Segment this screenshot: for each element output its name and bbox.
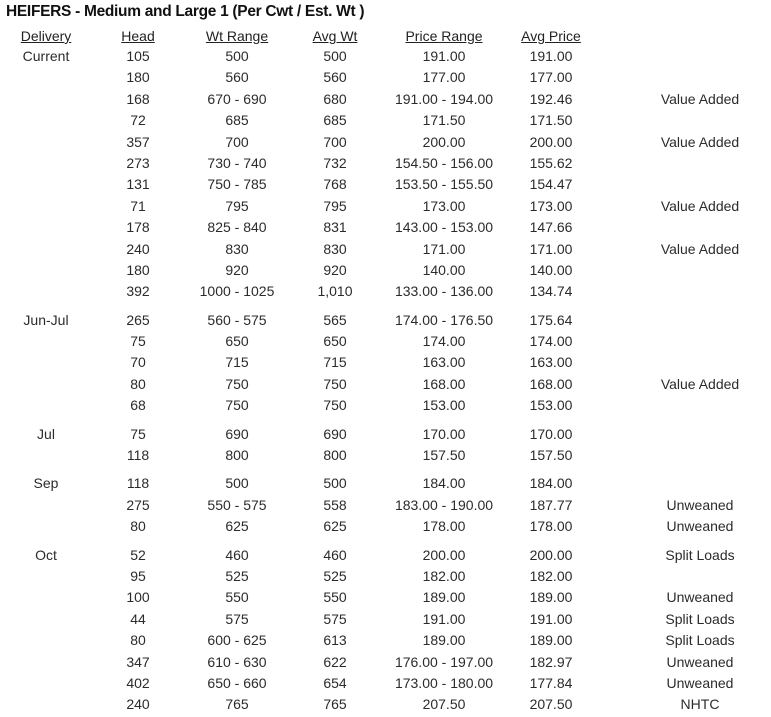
cell-price-range: 182.00: [422, 567, 466, 584]
cell-head: 275: [126, 496, 150, 513]
cell-avg-price: 200.00: [529, 546, 573, 563]
cell-price-range: 183.00 - 190.00: [394, 496, 494, 513]
cell-wt-range: 650 - 660: [207, 674, 267, 691]
table-row: [0, 566, 771, 587]
table-row: [0, 110, 771, 131]
table-row: [0, 374, 771, 395]
cell-avg-price: 174.00: [529, 333, 573, 350]
cell-wt-range: 795: [225, 197, 249, 214]
cell-avg-price: 153.00: [529, 397, 573, 414]
cell-note: Unweaned: [666, 589, 734, 606]
cell-avg-wt: 765: [323, 696, 347, 713]
cell-note: Unweaned: [666, 518, 734, 535]
group-spacer: [0, 417, 771, 424]
cell-head: 95: [130, 567, 146, 584]
cell-delivery: Jun-Jul: [23, 311, 69, 328]
cell-head: 347: [126, 653, 150, 670]
cell-head: 44: [130, 610, 146, 627]
cell-wt-range: 560: [225, 69, 249, 86]
cell-price-range: 153.50 - 155.50: [394, 176, 494, 193]
cell-price-range: 177.00: [422, 69, 466, 86]
header-cell-head: Head: [121, 28, 155, 44]
cell-avg-wt: 500: [323, 475, 347, 492]
cell-wt-range: 920: [225, 261, 249, 278]
cell-avg-wt: 625: [323, 518, 347, 535]
cell-avg-wt: 715: [323, 354, 347, 371]
cell-wt-range: 715: [225, 354, 249, 371]
cell-avg-wt: 690: [323, 425, 347, 442]
cell-avg-price: 192.46: [529, 90, 573, 107]
cell-wt-range: 500: [225, 48, 249, 64]
table-row: [0, 89, 771, 110]
cell-head: 273: [126, 154, 150, 171]
cell-delivery: Current: [22, 48, 70, 64]
cell-note: Value Added: [660, 375, 740, 392]
cell-avg-wt: 768: [323, 176, 347, 193]
table-row: [0, 445, 771, 466]
cell-avg-price: 163.00: [529, 354, 573, 371]
header-cell-delivery: Delivery: [20, 28, 72, 44]
cell-price-range: 170.00: [422, 425, 466, 442]
cell-price-range: 174.00 - 176.50: [394, 311, 494, 328]
table-row: [0, 281, 771, 302]
cell-avg-wt: 654: [323, 674, 347, 691]
header-cell-avg-price: Avg Price: [521, 28, 581, 44]
cell-wt-range: 685: [225, 112, 249, 129]
cell-note: Split Loads: [665, 546, 735, 563]
cell-avg-price: 170.00: [529, 425, 573, 442]
table-row: [0, 587, 771, 608]
cell-avg-wt: 800: [323, 447, 347, 464]
cell-avg-wt: 622: [323, 653, 347, 670]
cell-wt-range: 750: [225, 375, 249, 392]
cell-avg-price: 182.97: [529, 653, 573, 670]
cell-price-range: 200.00: [422, 546, 466, 563]
cell-wt-range: 560 - 575: [207, 311, 267, 328]
cell-avg-price: 184.00: [529, 475, 573, 492]
cell-price-range: 191.00: [422, 610, 466, 627]
cell-head: 168: [126, 90, 150, 107]
cell-avg-price: 178.00: [529, 518, 573, 535]
cell-price-range: 171.00: [422, 240, 466, 257]
cell-avg-wt: 685: [323, 112, 347, 129]
table-header: [0, 26, 771, 46]
cell-price-range: 207.50: [422, 696, 466, 713]
cell-wt-range: 750 - 785: [207, 176, 267, 193]
cell-wt-range: 700: [225, 133, 249, 150]
cell-head: 131: [126, 176, 150, 193]
cell-price-range: 191.00 - 194.00: [394, 90, 494, 107]
table-row: [0, 46, 771, 67]
cell-avg-price: 155.62: [529, 154, 573, 171]
cell-avg-price: 171.50: [529, 112, 573, 129]
cell-wt-range: 670 - 690: [207, 90, 267, 107]
cell-note: Value Added: [660, 133, 740, 150]
cell-head: 180: [126, 261, 150, 278]
cell-wt-range: 765: [225, 696, 249, 713]
cell-head: 68: [130, 397, 146, 414]
cell-price-range: 178.00: [422, 518, 466, 535]
cell-avg-wt: 560: [323, 69, 347, 86]
cell-avg-price: 171.00: [529, 240, 573, 257]
cell-wt-range: 830: [225, 240, 249, 257]
cell-avg-price: 177.84: [529, 674, 573, 691]
cell-price-range: 176.00 - 197.00: [394, 653, 494, 670]
delivery-group: [0, 310, 771, 417]
cell-head: 71: [130, 197, 146, 214]
cell-avg-price: 191.00: [529, 48, 573, 64]
cell-head: 52: [130, 546, 146, 563]
cell-price-range: 189.00: [422, 589, 466, 606]
table-row: [0, 516, 771, 537]
cell-price-range: 173.00: [422, 197, 466, 214]
cell-head: 240: [126, 696, 150, 713]
cell-head: 392: [126, 283, 150, 300]
cell-avg-wt: 460: [323, 546, 347, 563]
cell-avg-wt: 650: [323, 333, 347, 350]
table-row: [0, 473, 771, 494]
cell-wt-range: 690: [225, 425, 249, 442]
cell-avg-price: 207.50: [529, 696, 573, 713]
cell-wt-range: 575: [225, 610, 249, 627]
cell-avg-wt: 920: [323, 261, 347, 278]
cell-note: Unweaned: [666, 674, 734, 691]
cell-avg-price: 140.00: [529, 261, 573, 278]
cell-avg-price: 157.50: [529, 447, 573, 464]
cell-avg-wt: 830: [323, 240, 347, 257]
cell-note: Value Added: [660, 90, 740, 107]
table-body: [0, 46, 771, 716]
cell-avg-wt: 750: [323, 375, 347, 392]
cell-note: NHTC: [680, 696, 720, 713]
cell-avg-wt: 525: [323, 567, 347, 584]
cell-avg-price: 187.77: [529, 496, 573, 513]
table-row: [0, 495, 771, 516]
table-row: [0, 239, 771, 260]
table-row: [0, 352, 771, 373]
cell-wt-range: 650: [225, 333, 249, 350]
cell-avg-wt: 575: [323, 610, 347, 627]
cell-price-range: 173.00 - 180.00: [394, 674, 494, 691]
table-row: [0, 310, 771, 331]
cell-note: Unweaned: [666, 653, 734, 670]
table-row: [0, 174, 771, 195]
cell-note: Unweaned: [666, 496, 734, 513]
cell-avg-price: 154.47: [529, 176, 573, 193]
cell-avg-price: 175.64: [529, 311, 573, 328]
cell-price-range: 184.00: [422, 475, 466, 492]
cell-head: 80: [130, 632, 146, 649]
cell-delivery: Sep: [33, 475, 59, 492]
cell-price-range: 157.50: [422, 447, 466, 464]
cell-avg-wt: 500: [323, 48, 347, 64]
table-row: [0, 652, 771, 673]
cell-head: 75: [130, 425, 146, 442]
cell-wt-range: 610 - 630: [207, 653, 267, 670]
delivery-group: [0, 46, 771, 303]
table-row: [0, 217, 771, 238]
cell-wt-range: 550 - 575: [207, 496, 267, 513]
cell-head: 80: [130, 375, 146, 392]
header-cell-wt-range: Wt Range: [205, 28, 269, 44]
table-row: [0, 545, 771, 566]
cell-avg-wt: 680: [323, 90, 347, 107]
table-row: [0, 694, 771, 715]
cell-delivery: Jul: [37, 425, 55, 442]
cell-price-range: 143.00 - 153.00: [394, 219, 494, 236]
cell-avg-price: 189.00: [529, 632, 573, 649]
cell-avg-price: 182.00: [529, 567, 573, 584]
table-row: [0, 153, 771, 174]
cell-head: 178: [126, 219, 150, 236]
group-spacer: [0, 466, 771, 473]
header-cell-avg-wt: Avg Wt: [312, 28, 358, 44]
cell-note: Split Loads: [665, 610, 735, 627]
table-row: [0, 673, 771, 694]
cell-delivery: Oct: [35, 546, 57, 563]
cell-price-range: 189.00: [422, 632, 466, 649]
cell-avg-price: 191.00: [529, 610, 573, 627]
cell-price-range: 153.00: [422, 397, 466, 414]
cell-head: 72: [130, 112, 146, 129]
cell-avg-price: 173.00: [529, 197, 573, 214]
cell-head: 118: [126, 475, 150, 492]
delivery-group: [0, 473, 771, 537]
cell-wt-range: 625: [225, 518, 249, 535]
cell-avg-wt: 550: [323, 589, 347, 606]
header-cell-price-range: Price Range: [405, 28, 483, 44]
cell-wt-range: 500: [225, 475, 249, 492]
cell-avg-price: 147.66: [529, 219, 573, 236]
cell-head: 105: [126, 48, 150, 64]
cell-avg-wt: 732: [323, 154, 347, 171]
cell-price-range: 191.00: [422, 48, 466, 64]
cell-avg-wt: 1,010: [317, 283, 353, 300]
cell-wt-range: 550: [225, 589, 249, 606]
cell-price-range: 154.50 - 156.00: [394, 154, 494, 171]
cell-head: 357: [126, 133, 150, 150]
table-row: [0, 67, 771, 88]
table-row: [0, 395, 771, 416]
cell-avg-wt: 795: [323, 197, 347, 214]
cell-head: 70: [130, 354, 146, 371]
cell-price-range: 163.00: [422, 354, 466, 371]
cell-note: Value Added: [660, 240, 740, 257]
table-row: [0, 331, 771, 352]
cell-wt-range: 525: [225, 567, 249, 584]
cell-head: 265: [126, 311, 150, 328]
cell-avg-wt: 613: [323, 632, 347, 649]
cell-price-range: 133.00 - 136.00: [394, 283, 494, 300]
delivery-group: [0, 545, 771, 716]
cell-head: 75: [130, 333, 146, 350]
report-title: HEIFERS - Medium and Large 1 (Per Cwt / Est. Wt ): [6, 3, 365, 20]
table-row: [0, 424, 771, 445]
cell-wt-range: 1000 - 1025: [199, 283, 275, 300]
cell-price-range: 140.00: [422, 261, 466, 278]
cell-avg-wt: 750: [323, 397, 347, 414]
cell-price-range: 174.00: [422, 333, 466, 350]
cell-wt-range: 600 - 625: [207, 632, 267, 649]
cell-head: 80: [130, 518, 146, 535]
cell-avg-price: 189.00: [529, 589, 573, 606]
delivery-group: [0, 424, 771, 467]
cell-note: Value Added: [660, 197, 740, 214]
cell-price-range: 168.00: [422, 375, 466, 392]
cell-avg-wt: 831: [323, 219, 347, 236]
cell-price-range: 171.50: [422, 112, 466, 129]
cell-wt-range: 730 - 740: [207, 154, 267, 171]
cell-head: 402: [126, 674, 150, 691]
cell-note: Split Loads: [665, 632, 735, 649]
cell-wt-range: 825 - 840: [207, 219, 267, 236]
cell-price-range: 200.00: [422, 133, 466, 150]
cell-avg-wt: 558: [323, 496, 347, 513]
cell-wt-range: 750: [225, 397, 249, 414]
table-row: [0, 260, 771, 281]
group-spacer: [0, 538, 771, 545]
cell-wt-range: 460: [225, 546, 249, 563]
cell-avg-wt: 700: [323, 133, 347, 150]
cell-head: 180: [126, 69, 150, 86]
cell-avg-price: 168.00: [529, 375, 573, 392]
cell-avg-price: 177.00: [529, 69, 573, 86]
cell-avg-price: 134.74: [529, 283, 573, 300]
cell-head: 118: [126, 447, 150, 464]
cell-head: 100: [126, 589, 150, 606]
table-row: [0, 132, 771, 153]
table-row: [0, 609, 771, 630]
cell-wt-range: 800: [225, 447, 249, 464]
cell-head: 240: [126, 240, 150, 257]
cell-avg-wt: 565: [323, 311, 347, 328]
cell-avg-price: 200.00: [529, 133, 573, 150]
table-row: [0, 196, 771, 217]
group-spacer: [0, 303, 771, 310]
table-row: [0, 630, 771, 651]
